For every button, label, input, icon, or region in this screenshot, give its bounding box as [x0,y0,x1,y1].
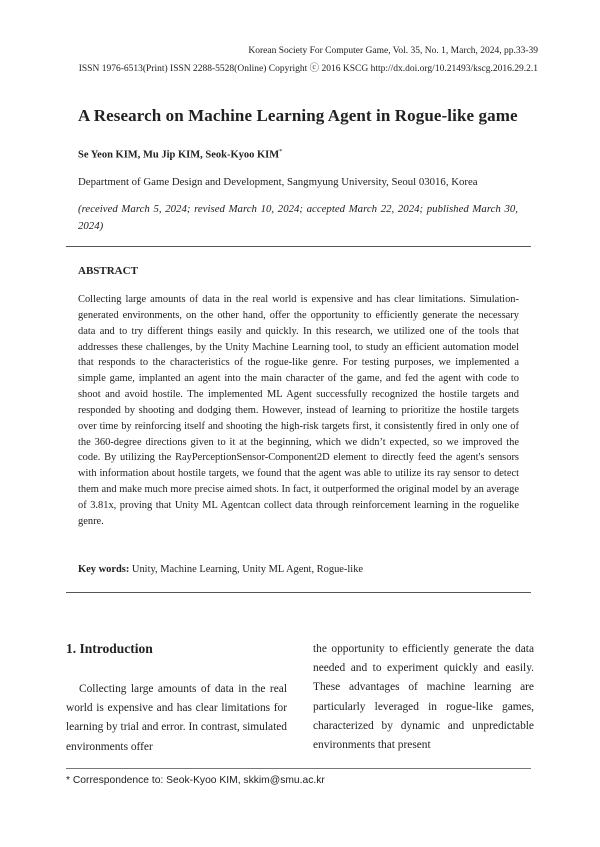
footnote-divider [66,768,531,769]
abstract-body: Collecting large amounts of data in the real world is expensive and has clear limitations. Simulation-generated environments, on the other hand, offer the opportunity to efficiently generate the necessary data and to try different things easily and quickly. In this research, we utilized one of the tools that addresses these challenges, by the Unity Machine Learning tool, to study an efficient automation model that responds to the characteristics of the rogue-like genre. For testing purposes, we implemented a simple game, implanted an agent into the main character of the game, and fed the agent with code to shoot and avoid hostile. The implemented ML Agent successfully recognized the hostile targets and responded by shooting and dodging them. However, instead of learning to prioritize the hostile targets over time by reinforcing itself and shooting the high-risk targets first, it consistently fired in only one of the 360-degree directions given to it at the beginning, which we didn’t expected, so we improved the code. By utilizing the RayPerceptionSensor-Component2D element to directly feed the agent's sensors with information about hostile targets, we found that the agent was able to utilize its ray sensor to detect them and make much more precise aimed shots. In fact, it outperformed the original model by an average of 3.81x, proving that Unity ML Agentcan collect data through reinforcement learning in the roguelike genre. [78,294,519,527]
intro-column-right: the opportunity to efficiently generate the data needed and to experiment quickly and easily. These advantages of machine learning are particularly leveraged in rogue-like games, characterized by dynamic and unpredictable environments that present [313,643,534,752]
author-list [78,148,282,161]
corresponding-author-mark: * [279,148,283,155]
abstract-heading: ABSTRACT [78,265,138,277]
keywords [78,564,363,575]
section-heading-introduction: 1. Introduction [66,641,153,656]
keywords-text: Unity, Machine Learning, Unity ML Agent, Rogue-like [131,564,364,575]
received-dates: (received March 5, 2024; revised March 10, 2024; accepted March 22, 2024; published March 30, 2024) [78,203,518,232]
affiliation: Department of Game Design and Development, Sangmyung University, Seoul 03016, Korea [78,176,478,188]
keywords-label: Key words: [78,564,130,575]
correspondence-footnote: * Correspondence to: Seok-Kyoo KIM, skkim@smu.ac.kr [66,775,325,786]
author-names: Se Yeon KIM, Mu Jip KIM, Seok-Kyoo KIM [78,149,280,161]
intro-column-left: Collecting large amounts of data in the real world is expensive and has clear limitations for learning by trial and error. In contrast, simulated environments offer [66,683,287,753]
journal-issn-doi: ISSN 1976-6513(Print) ISSN 2288-5528(Online) Copyright ⓒ 2016 KSCG http://dx.doi.org/10.21493/kscg.2016.29.2.1 [78,64,538,74]
paper-title: A Research on Machine Learning Agent in Rogue-like game [78,106,518,125]
journal-citation: Korean Society For Computer Game, Vol. 35, No. 1, March, 2024, pp.33-39 [248,46,538,56]
divider-top [66,246,531,247]
divider-abstract-end [66,592,531,593]
